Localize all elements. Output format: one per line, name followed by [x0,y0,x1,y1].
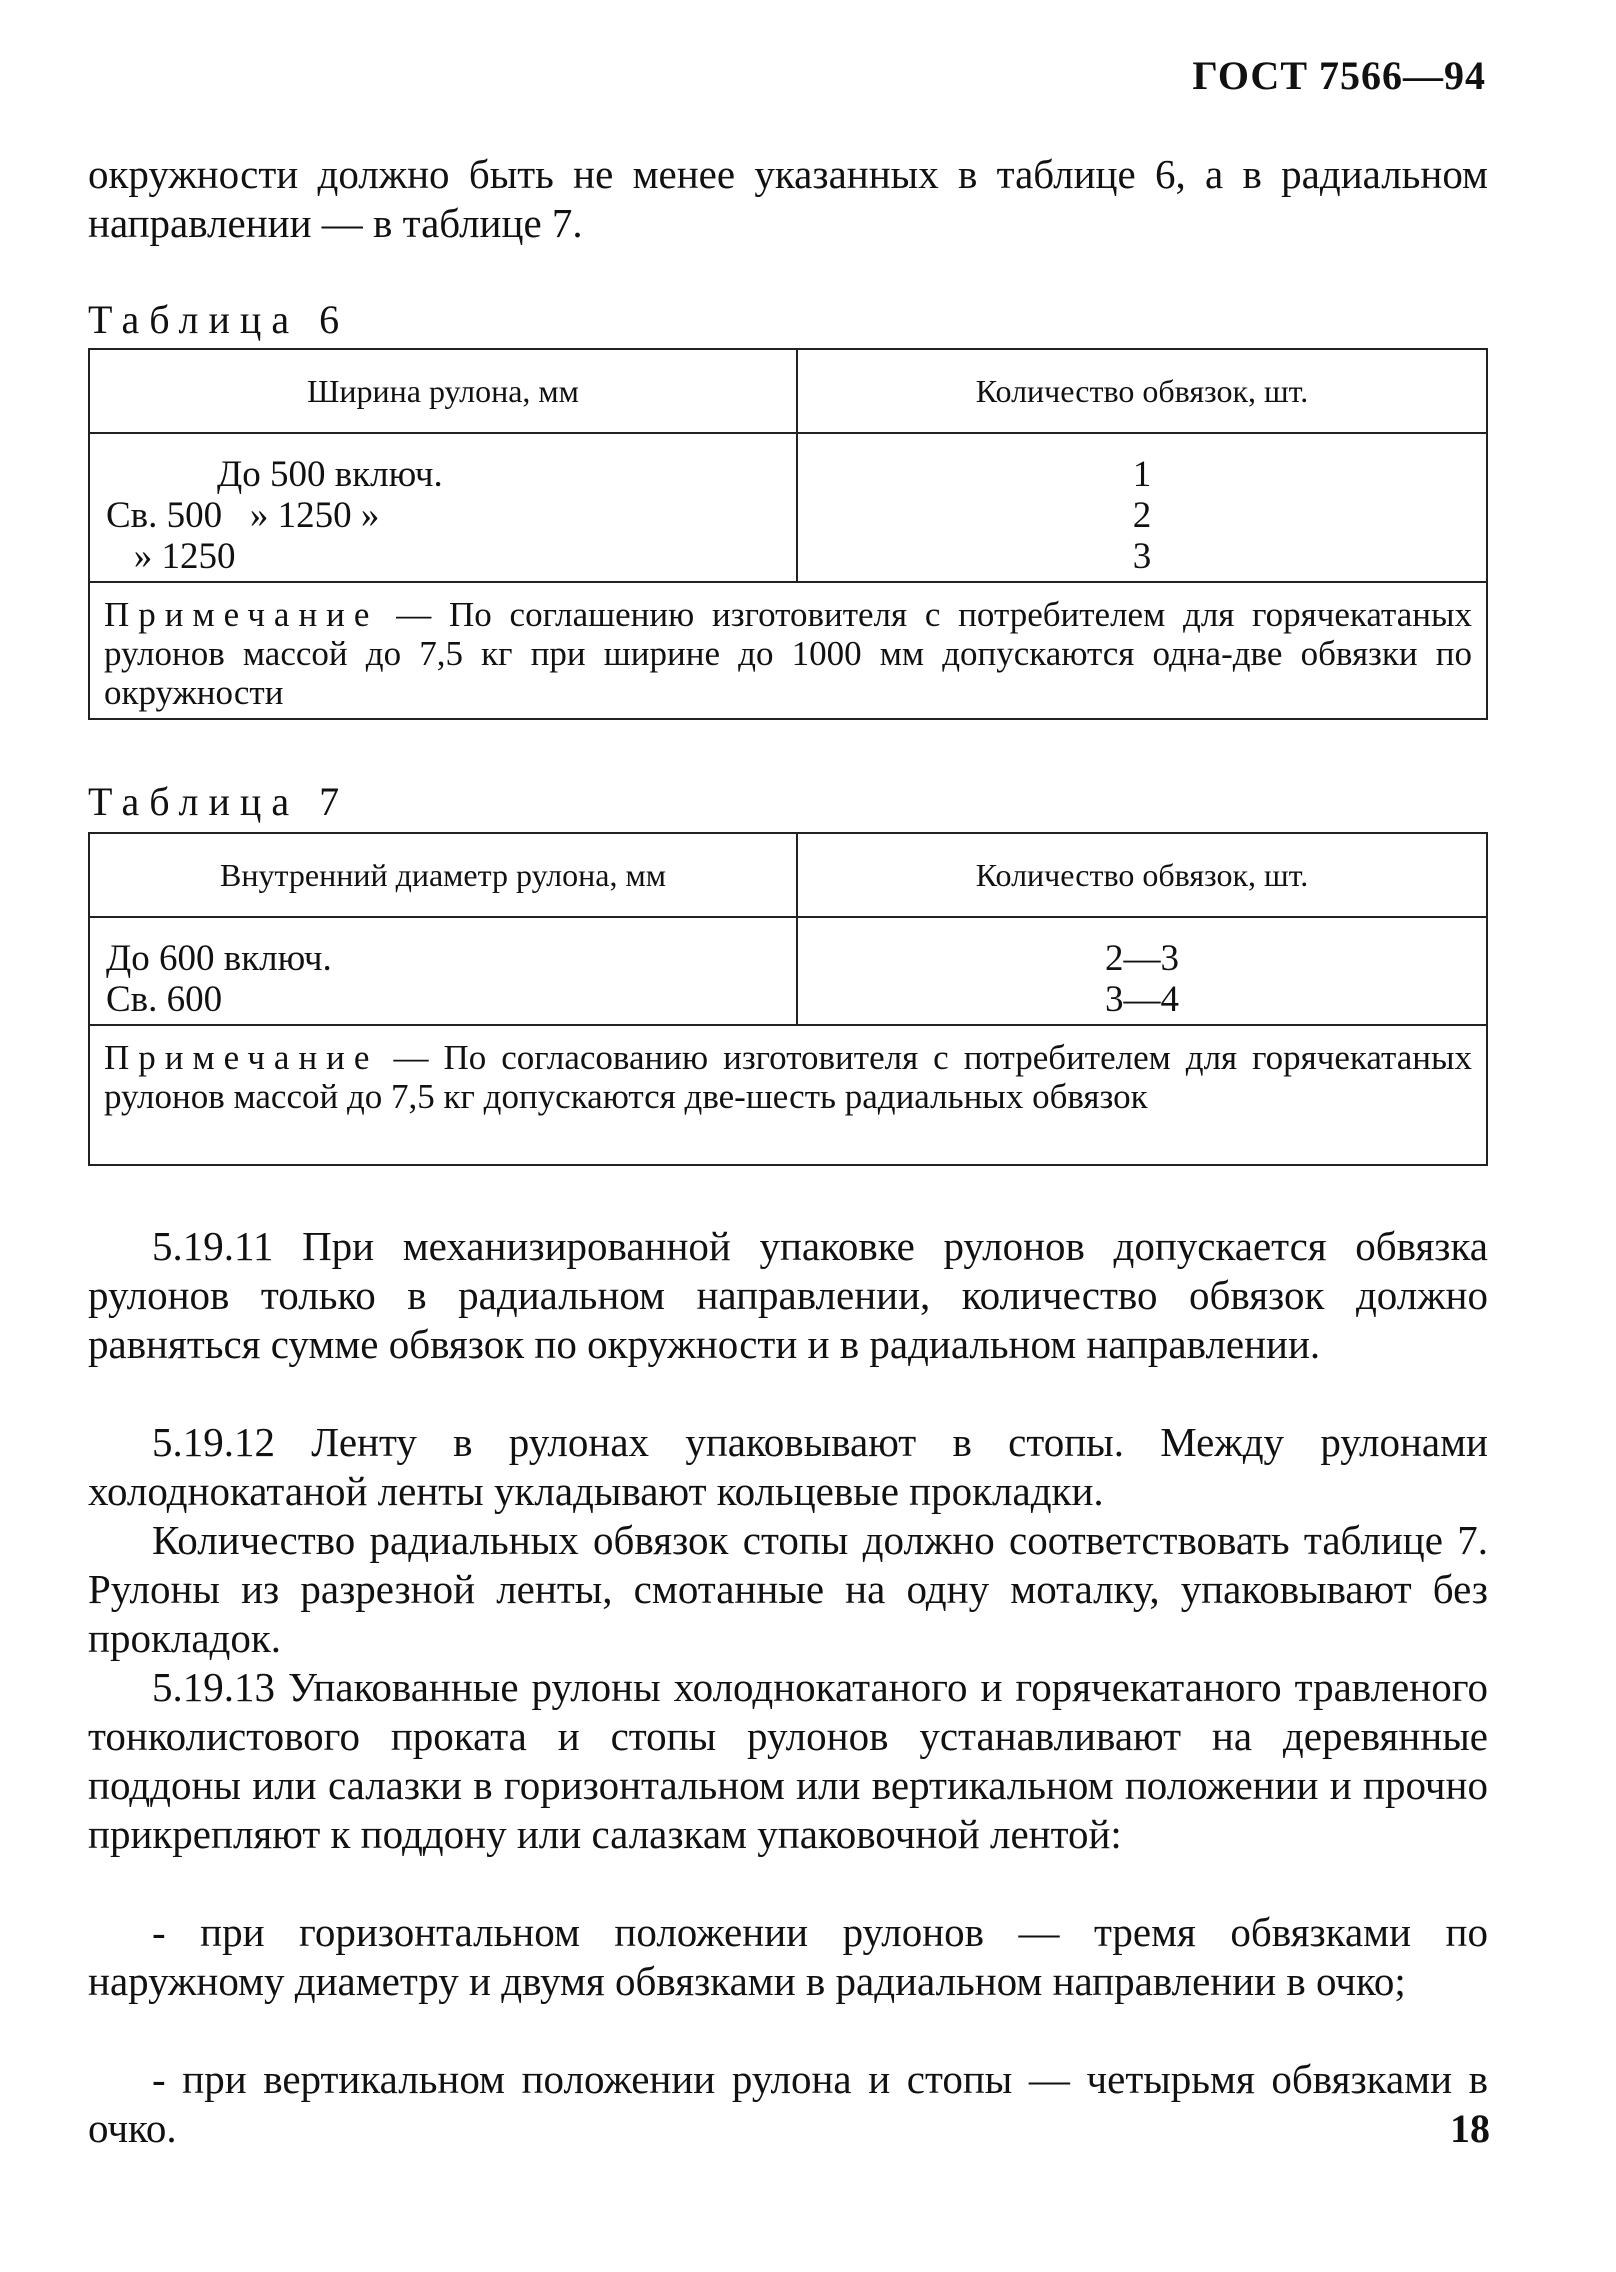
table-7-header-diameter: Внутренний диаметр рулона, мм [89,833,797,917]
table-body-row [89,433,1487,582]
table-6-note-label: Примечание [104,595,379,634]
table-7-note-text: — По согласованию изготовителя с потребителем для горячекатаных рулонов массой до 7,5 кг допускаются две-шесть радиальных обвязок [104,1038,1472,1116]
table-7-caption: Таблица 7 [88,779,350,824]
table-6-caption: Таблица 6 [88,297,350,342]
table-6-header-count: Количество обвязок, шт. [797,349,1487,433]
paragraph-radial-count: Количество радиальных обвязок стопы должно соответствовать таблице 7. Рулоны из разрезной ленты, смотанные на одну моталку, упаковывают без прокладок. [88,1517,1488,1661]
table-6 [88,348,1488,720]
table-header-row [89,833,1487,917]
table-7-count-cell [797,917,1487,1025]
table-6-note-text: — По соглашению изготовителя с потребителем для горячекатаных рулонов массой до 7,5 кг при ширине до 1000 мм допускаются одна-две обвязки по окружности [104,595,1472,712]
table-7-count-value: 2—3 [1105,938,1179,979]
table-6-count-cell [797,433,1487,582]
paragraph-5-19-12: 5.19.12 Ленту в рулонах упаковывают в стопы. Между рулонами холоднокатаной ленты укладывают кольцевые прокладки. [88,1419,1488,1514]
table-6-count-value: 1 [1132,454,1152,495]
table-6-width-value: Св. 500 » 1250 » [106,495,380,536]
bullet-horizontal: - при горизонтальном положении рулонов — тремя обвязками по наружному диаметру и двумя обвязками в радиальном направлении в очко; [88,1909,1488,2004]
table-6-note [89,582,1487,719]
table-7-diameter-value: До 600 включ. [106,938,332,979]
intro-paragraph: окружности должно быть не менее указанных в таблице 6, а в радиальном направлении — в таблице 7. [88,151,1488,246]
paragraph-5-19-13: 5.19.13 Упакованные рулоны холоднокатаного и горячекатаного травленого тонколистового проката и стопы рулонов устанавливают на деревянные поддоны или салазки в горизонтальном или вертикальном положении и прочно прикрепляют к поддону или салазкам упаковочной лентой: [88,1664,1488,1857]
table-note-row [89,1025,1487,1165]
table-7-diameter-value: Св. 600 [106,979,223,1020]
page-number: 18 [1450,2106,1490,2151]
table-note-row [89,582,1487,719]
table-6-count-value: 3 [1132,536,1152,577]
table-body-row [89,917,1487,1025]
bullet-vertical: - при вертикальном положении рулона и стопы — четырьмя обвязками в очко. [88,2056,1488,2151]
table-7-header-count: Количество обвязок, шт. [797,833,1487,917]
table-7-note-label: Примечание [104,1038,379,1077]
table-7-diameter-cell [89,917,797,1025]
table-6-width-value: До 500 включ. [106,454,443,495]
table-6-count-value: 2 [1132,495,1152,536]
table-header-row [89,349,1487,433]
table-7 [88,832,1488,1166]
table-7-note [89,1025,1487,1165]
table-6-width-value: » 1250 [106,536,236,577]
paragraph-5-19-11: 5.19.11 При механизированной упаковке рулонов допускается обвязка рулонов только в радиальном направлении, количество обвязок должно равняться сумме обвязок по окружности и в радиальном направлении. [88,1223,1488,1367]
table-6-width-cell [89,433,797,582]
table-7-count-value: 3—4 [1105,979,1179,1020]
document-id-header: ГОСТ 7566—94 [1192,53,1486,98]
table-6-header-width: Ширина рулона, мм [89,349,797,433]
